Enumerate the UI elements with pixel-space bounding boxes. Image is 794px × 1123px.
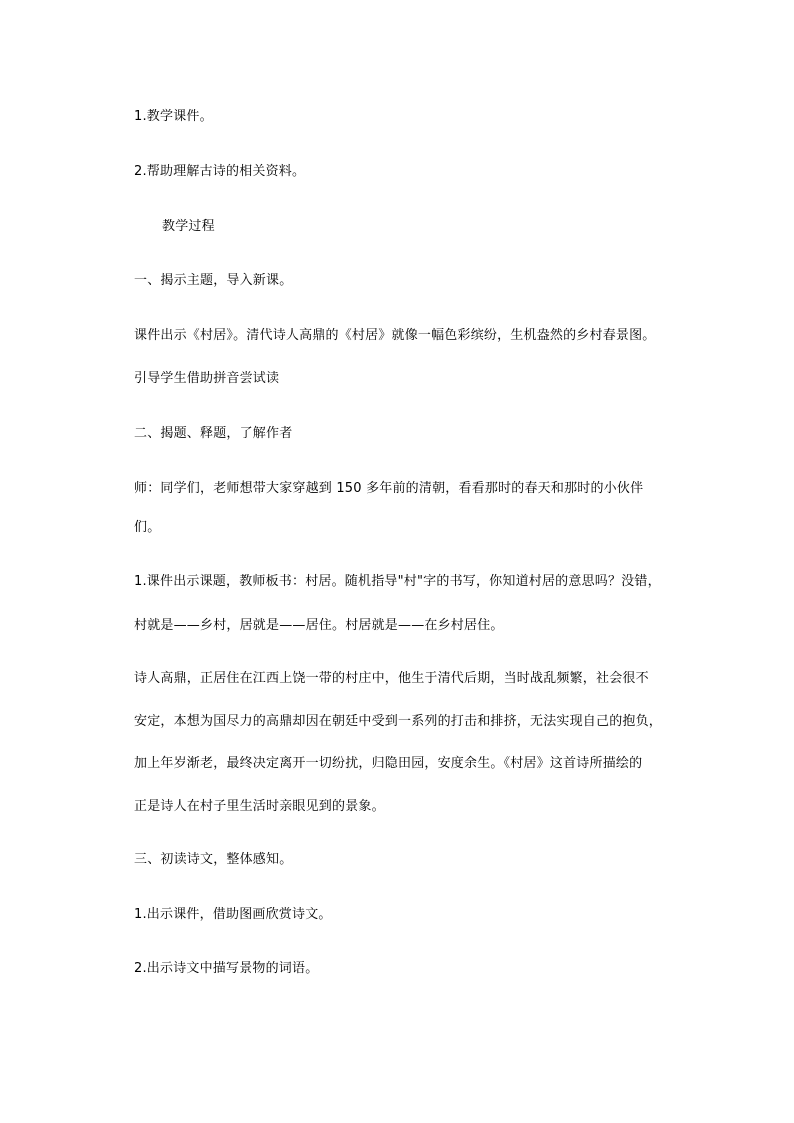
text-line: 村就是——乡村，居就是——居住。村居就是——在乡村居住。: [134, 618, 504, 633]
text-line: 课件出示《村居》。清代诗人高鼎的《村居》就像一幅色彩缤纷，生机盎然的乡村春景图。: [134, 328, 656, 343]
text-line: 2.出示诗文中描写景物的词语。: [134, 961, 319, 976]
text-line: 引导学生借助拼音尝试读: [134, 371, 280, 386]
section-heading: 教学过程: [162, 219, 215, 234]
text-line: 师：同学们，老师想带大家穿越到 150 多年前的清朝，看看那时的春天和那时的小伙伴: [134, 481, 644, 496]
text-line: 加上年岁渐老，最终决定离开一切纷扰，归隐田园，安度余生。《村居》这首诗所描绘的: [134, 756, 643, 771]
section-heading: 三、初读诗文，整体感知。: [134, 852, 293, 867]
section-heading: 二、揭题、释题，了解作者: [134, 426, 293, 441]
text-line: 诗人高鼎，正居住在江西上饶一带的村庄中，他生于清代后期，当时战乱频繁，社会很不: [134, 671, 649, 686]
text-line: 们。: [134, 520, 161, 535]
section-heading: 一、揭示主题，导入新课。: [134, 273, 293, 288]
text-line: 1.出示课件，借助图画欣赏诗文。: [134, 907, 332, 922]
text-line: 1.教学课件。: [134, 109, 213, 124]
text-line: 1.课件出示课题，教师板书：村居。随机指导"村"字的书写，你知道村居的意思吗？没错，: [134, 574, 661, 589]
text-line: 安定，本想为国尽力的高鼎却因在朝廷中受到一系列的打击和排挤，无法实现自己的抱负，: [134, 714, 663, 729]
text-line: 正是诗人在村子里生活时亲眼见到的景象。: [134, 799, 385, 814]
text-line: 2.帮助理解古诗的相关资料。: [134, 164, 306, 179]
